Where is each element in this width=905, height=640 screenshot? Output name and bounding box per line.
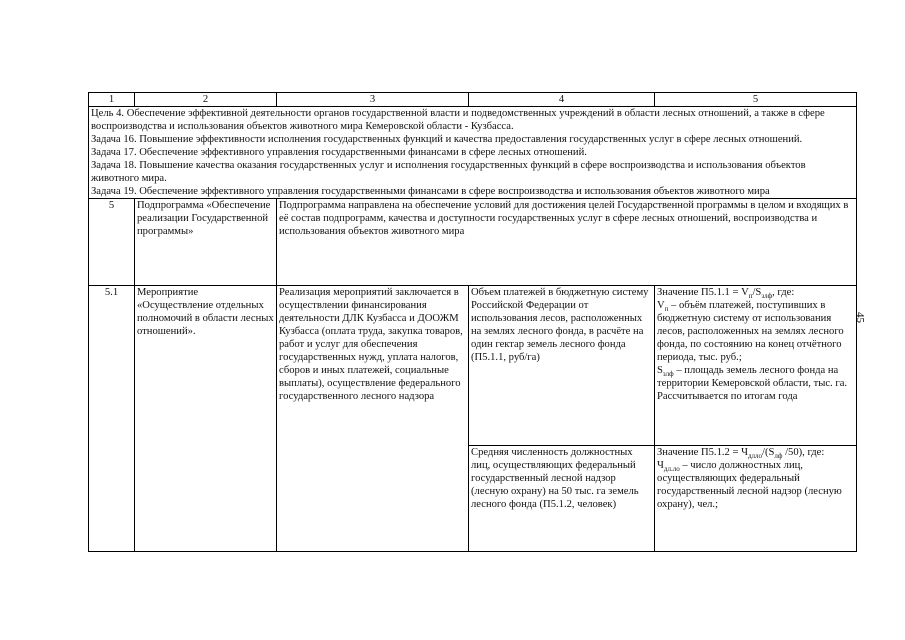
formula-1-v-sub: п <box>664 305 669 314</box>
formula-1-note: Рассчитывается по итогам года <box>657 391 798 402</box>
measure-name: Мероприятие «Осуществление отдельных полномочий в области лесных отношений». <box>135 286 277 552</box>
indicator-1-code: (П5.1.1, руб/га) <box>471 352 540 363</box>
formula-1-s-text: – площадь земель лесного фонда на территории Кемеровской области, тыс. га. <box>657 365 848 389</box>
formula-1-sub2: злф <box>761 292 773 301</box>
formula-2-text: – число должностных лиц, осуществляющих федеральный государственный лесной надзор (лесную охрану), чел.; <box>657 460 842 510</box>
task-17-text: Задача 17. Обеспечение эффективного управления государственными финансами в сфере лесных отношений. <box>91 147 587 158</box>
formula-1-v-text: – объём платежей, поступивших в бюджетную систему от использования лесов, расположенных на землях лесного фонда, по состоянию на конец отчётного периода, тыс. руб.; <box>657 300 844 363</box>
goal-row <box>89 107 857 199</box>
formula-2-prefix: Значение П5.1.2 = Ч <box>657 447 748 458</box>
formula-1-v-definition <box>657 299 854 364</box>
header-row <box>89 93 857 107</box>
header-cell-1: 1 <box>89 93 135 107</box>
formula-1-mid: /S <box>752 287 762 298</box>
formula-cell-1 <box>655 286 857 446</box>
header-cell-3: 3 <box>277 93 469 107</box>
formula-2-definition <box>657 459 854 511</box>
formula-1-prefix: Значение П5.1.1 = V <box>657 287 749 298</box>
formula-1-s-symbol: S <box>657 365 663 376</box>
formula-2-mid: /(S <box>762 447 775 458</box>
subprogram-name: Подпрограмма «Обеспечение реализации Государственной программы» <box>135 199 277 286</box>
header-cell-4: 4 <box>469 93 655 107</box>
row-number: 5 <box>89 199 135 286</box>
program-table <box>88 92 857 552</box>
indicator-1-text: Объем платежей в бюджетную систему Российской Федерации от использования лесов, расположенных на землях лесного фонда, в расчёте на один гектар земель лесного фонда <box>471 287 649 350</box>
formula-1-line <box>657 286 854 299</box>
header-cell-2: 2 <box>135 93 277 107</box>
formula-1-s-sub: злф <box>662 370 674 379</box>
indicator-cell-1 <box>469 286 655 446</box>
formula-2-sub1: длло <box>747 452 763 461</box>
formula-1-v-symbol: V <box>657 300 665 311</box>
formula-2-symbol: Ч <box>657 460 664 471</box>
subprogram-row <box>89 199 857 286</box>
indicator-cell-2: Средняя численность должностных лиц, осуществляющих федеральный государственный лесной надзор (лесную охрану) на 50 тыс. га земель лесного фонда (П5.1.2, человек) <box>469 446 655 552</box>
formula-1-suffix: , где: <box>772 287 795 298</box>
task-18-text: Задача 18. Повышение качества оказания государственных услуг и исполнения государственных функций в сфере воспроизводства и использования объектов животного мира. <box>91 160 806 184</box>
formula-1-s-definition <box>657 364 854 390</box>
formula-1-sub1: п <box>748 292 753 301</box>
subprogram-description: Подпрограмма направлена на обеспечение условий для достижения целей Государственной программы в целом и входящих в её состав подпрограмм, качества и доступности государственных услуг в сфере лесных отношений, воспроизводства и использования объектов животного мира <box>277 199 857 286</box>
header-cell-5: 5 <box>655 93 857 107</box>
task-16-text: Задача 16. Повышение эффективности исполнения государственных функций и качества предоставления государственных услуг в сфере лесных отношений. <box>91 134 803 145</box>
formula-cell-2 <box>655 446 857 552</box>
formula-2-sub: дл.ло <box>663 465 680 474</box>
page-number: 45 <box>854 312 866 323</box>
formula-2-sub2: лф <box>774 452 783 461</box>
task-19-text: Задача 19. Обеспечение эффективного управления государственными финансами в сфере воспроизводства и использования объектов животного мира <box>91 186 770 197</box>
formula-2-suffix: /50), где: <box>782 447 825 458</box>
row-number: 5.1 <box>89 286 135 552</box>
measure-description: Реализация мероприятий заключается в осуществлении финансирования деятельности ДЛК Кузбасса и ДООЖМ Кузбасса (оплата труда, закупка товаров, работ и услуг для обеспечения государственных нужд, уплата налогов, сборов и иных платежей, социальные выплаты), осуществление федерального государственного лесного надзора <box>277 286 469 552</box>
formula-2-line <box>657 446 854 459</box>
goal-cell <box>89 107 857 199</box>
goal-text: Цель 4. Обеспечение эффективной деятельности органов государственной власти и подведомственных учреждений в области лесных отношений, а также в сфере воспроизводства и использования объектов животного мира Кемеровской области - Кузбасса. <box>91 108 825 132</box>
measure-row-top <box>89 286 857 446</box>
